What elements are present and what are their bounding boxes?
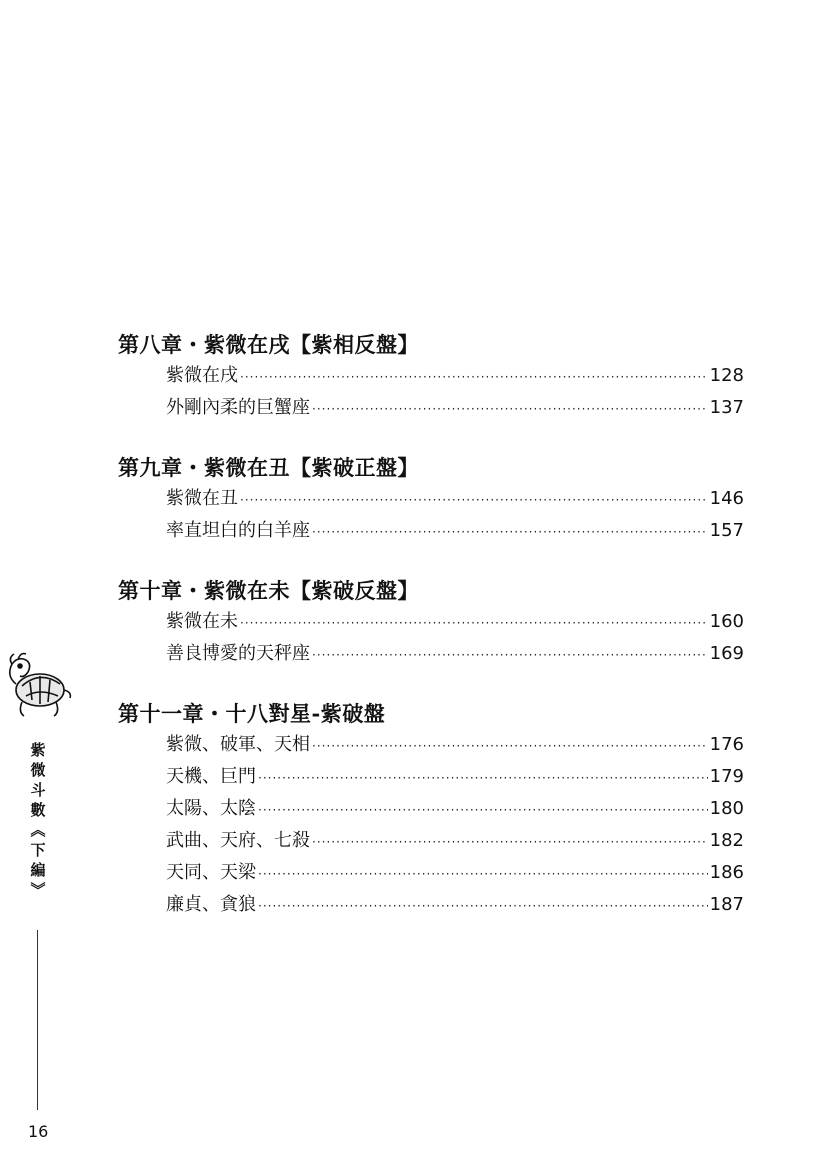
dragon-turtle-emblem-icon (2, 640, 74, 720)
page-number: 187 (709, 894, 744, 915)
entry-title: 廉貞、貪狼 (166, 894, 256, 915)
page-number: 176 (709, 734, 744, 755)
chapter-title: 第十一章・十八對星-紫破盤 (118, 701, 386, 726)
toc-entry (166, 392, 744, 424)
page-number: 157 (709, 520, 744, 541)
entry-title: 紫微、破軍、天相 (166, 734, 310, 755)
entry-title: 紫微在戌 (166, 365, 238, 386)
toc-entry (166, 857, 744, 889)
page-number: 182 (709, 830, 744, 851)
page-number: 179 (709, 766, 744, 787)
dot-leader (312, 639, 708, 671)
entry-title: 天同、天梁 (166, 862, 256, 883)
chapter-section (118, 453, 744, 547)
title-char: 數 (30, 801, 46, 819)
toc-entry (166, 483, 744, 515)
title-char: 下 (30, 841, 46, 859)
page-number: 169 (709, 643, 744, 664)
chapter-section (118, 576, 744, 670)
page-number: 160 (709, 611, 744, 632)
entry-title: 武曲、天府、七殺 (166, 830, 310, 851)
entry-title: 紫微在未 (166, 611, 238, 632)
toc-entry (166, 515, 744, 547)
page-number: 180 (709, 798, 744, 819)
dot-leader (312, 826, 708, 858)
toc-entry (166, 638, 744, 670)
toc-entry (166, 606, 744, 638)
dot-leader (240, 607, 708, 639)
toc-entry (166, 761, 744, 793)
dot-leader (258, 858, 708, 890)
page-number: 146 (709, 488, 744, 509)
page-number: 128 (709, 365, 744, 386)
dot-leader (258, 890, 708, 922)
toc-entry (166, 825, 744, 857)
entry-title: 率直坦白的白羊座 (166, 520, 310, 541)
dot-leader (312, 516, 708, 548)
chapter-title: 第八章・紫微在戌【紫相反盤】 (118, 332, 419, 357)
title-char: 編 (30, 861, 46, 879)
chapter-section (118, 330, 744, 424)
title-char: 紫 (30, 741, 46, 759)
dot-leader (258, 762, 708, 794)
title-char: ︾ (30, 881, 46, 899)
dot-leader (312, 393, 708, 425)
toc-entry (166, 793, 744, 825)
entry-title: 天機、巨門 (166, 766, 256, 787)
entry-title: 紫微在丑 (166, 488, 238, 509)
table-of-contents (118, 330, 744, 950)
dot-leader (258, 794, 708, 826)
entry-title: 外剛內柔的巨蟹座 (166, 397, 310, 418)
dot-leader (312, 730, 708, 762)
page-number: 137 (709, 397, 744, 418)
title-char: 微 (30, 761, 46, 779)
running-book-title (26, 740, 50, 900)
chapter-title: 第九章・紫微在丑【紫破正盤】 (118, 455, 419, 480)
entry-title: 太陽、太陰 (166, 798, 256, 819)
page-number: 186 (709, 862, 744, 883)
dot-leader (240, 361, 708, 393)
entry-title: 善良博愛的天秤座 (166, 643, 310, 664)
dot-leader (240, 484, 708, 516)
title-char: ︽ (30, 821, 46, 839)
page-folio: 16 (28, 1122, 49, 1141)
toc-entry (166, 360, 744, 392)
chapter-section (118, 699, 744, 921)
vertical-rule (37, 930, 38, 1110)
toc-entry (166, 889, 744, 921)
toc-entry (166, 729, 744, 761)
title-char: 斗 (30, 781, 46, 799)
chapter-title: 第十章・紫微在未【紫破反盤】 (118, 578, 419, 603)
